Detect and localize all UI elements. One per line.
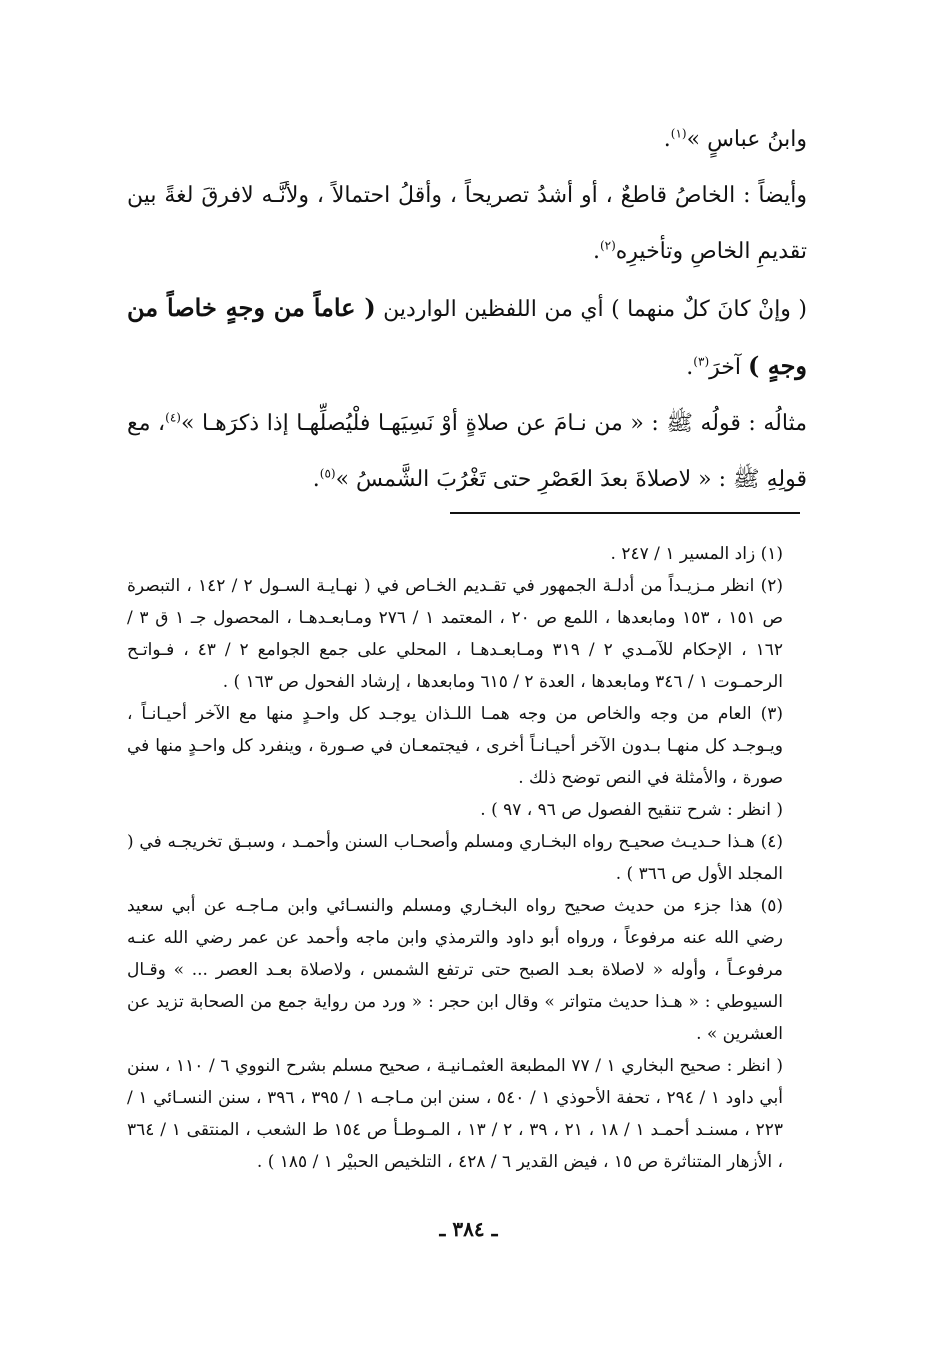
paragraph-3-bold-term: ( عاماً من وجهٍ خاصاً من وجهٍ ) [127, 293, 807, 380]
footnote-1: (١) زاد المسير ١ / ٢٤٧ . [610, 544, 783, 564]
page-number: ـ ٣٨٤ ـ [439, 1217, 498, 1241]
footnote-ref-1: (١) [670, 126, 687, 141]
footnote-ref-5: (٥) [319, 466, 336, 481]
footnote-5-sources: ( انظر : صحيح البخاري ١ / ٧٧ المطبعة العثمـانيـة ، صحيح مسلم بشرح النووي ٦ / ١١٠ ، سنن أبي داود ١ / ٢٩٤ ، تحفة الأحوذي ١ / ٥٤٠ ، سنن ابن مـاجـه ١ / ٣٩٥ ، ٣٩٦ ، سنن النسـائي ١ / ٢٢٣ ، مسنـد أحمـد ١ / ١٨ ، ٢١ ، ٣٩ ، ٢ / ١٣ ، المـوطـأ ص ١٥٤ ط الشعب ، المنتقى ١ / ٣٦٤ ، الأزهار المتناثرة ص ١٥ ، فيض القدير ٦ / ٤٢٨ ، التلخيص الحبيْر ١ / ١٨٥ ) . [127, 1056, 783, 1172]
paragraph-2: وأيضاً : الخاصُ قاطعٌ ، أو أشدُ تصريحاً ، وأقلُ احتمالاً ، ولأنَّـه لافرقَ لغةً بين تقديمِ الخاصِ وتأخيرِه$^{(٢)}$. [127, 183, 807, 264]
footnote-3: (٣) العام من وجه والخاص من وجه همـا اللـذان يوجـد كل واحـدٍ منها مع الآخر أحيـانـاً ، ويـوجـد كل منهـا بـدون الآخر أحيـانـاً أخرى ، فيجتمعـان في صـورة ، وينفرد كل واحـدٍ منها في صورة ، والأمثلة في النص توضح ذلك . [127, 704, 783, 788]
footnote-5: (٥) هذا جزء من حديث صحيح رواه البخـاري ومسلم والنسـائي وابن مـاجـه عن أبي سعيد رضي الله عنه مرفوعاً ، ورواه أبو داود والترمذي وابن ماجه وأحمد عن عمر رضي الله عنـه مرفوعـاً ، وأوله « لاصلاة بعـد الصبح حتى ترتفع الشمس ، ولاصلاة بعـد العصر ... » وقـال السيوطي : « هـذا حديث متواتر » وقال ابن حجر : « ورد من رواية جمع من الصحابة تزيد عن العشرين » . [127, 896, 783, 1044]
footnote-2: (٢) انظر مـزيـداً من أدلـة الجمهور في تقـديم الخـاص في ( نهـايـة السـول ٢ / ١٤٢ ، التبصرة ص ١٥١ ، ١٥٣ ومابعدها ، اللمع ص ٢٠ ، المعتمد ١ / ٢٧٦ ومـابعـدهـا ، المحصول جـ ١ ق ٣ / ١٦٢ ، الإحكام للآمـدي ٢ / ٣١٩ ومـابعـدهـا ، المحلي على جمع الجوامع ٢ / ٤٣ ، فـواتـح الرحمـوت ١ / ٣٤٦ ومابعدها ، العدة ٢ / ٦١٥ ومابعدها ، إرشاد الفحول ص ١٦٣ ) . [127, 576, 784, 692]
footnotes [127, 538, 809, 1178]
paragraph-3: ( وإنْ كانَ كلٌ منهما ) أي من اللفظين الواردين ( عاماً من وجهٍ خاصاً من وجهٍ ) آخرَ$^{(٣)}$. [127, 293, 807, 380]
footnote-divider [450, 512, 800, 514]
paragraph-3-text: ( وإنْ كانَ كلٌ منهما ) أي من اللفظين الواردين [383, 297, 807, 322]
paragraph-2-text: وأيضاً : الخاصُ قاطعٌ ، أو أشدُ تصريحاً ، وأقلُ احتمالاً ، ولأنَّـه لافرقَ لغةً بين تقديمِ الخاصِ وتأخيرِه [127, 183, 807, 264]
main-text [127, 112, 807, 508]
paragraph-3-tail: آخرَ [709, 355, 741, 380]
paragraph-4-hadith-1: مثالُه : قولُه ﷺ : « من نـامَ عن صلاةٍ أوْ نَسِيَهـا فلْيُصلِّهـا إذا ذكرَهـا » [180, 411, 807, 436]
paragraph-4: مثالُه : قولُه ﷺ : « من نـامَ عن صلاةٍ أوْ نَسِيَهـا فلْيُصلِّهـا إذا ذكرَهـا »$^{(٤)}$، مع قولِهِ ﷺ : « لاصلاةَ بعدَ العَصْرِ حتى تَغْرُبَ الشَّمسُ »$^{(٥)}$. [127, 410, 807, 492]
paragraph-1: وابنُ عباسٍ »$^{(١)}$. [663, 126, 807, 152]
footnote-4: (٤) هـذا حـديـث صحيـح رواه البخـاري ومسلم وأصحـاب السنن وأحمـد ، وسبـق تخريجـه في ( المجلد الأول ص ٣٦٦ ) . [127, 832, 783, 884]
footnote-ref-2: (٢) [599, 238, 616, 253]
footnote-3-source: ( انظر : شرح تنقيح الفصول ص ٩٦ ، ٩٧ ) . [480, 800, 783, 820]
footnote-ref-4: (٤) [165, 410, 181, 425]
footnote-ref-3: (٣) [693, 354, 710, 369]
paragraph-1-text: وابنُ عباسٍ » [686, 127, 807, 152]
paragraph-4-hadith-2: ، مع قولِهِ ﷺ : « لاصلاةَ بعدَ العَصْرِ حتى تَغْرُبَ الشَّمسُ » [127, 411, 807, 492]
